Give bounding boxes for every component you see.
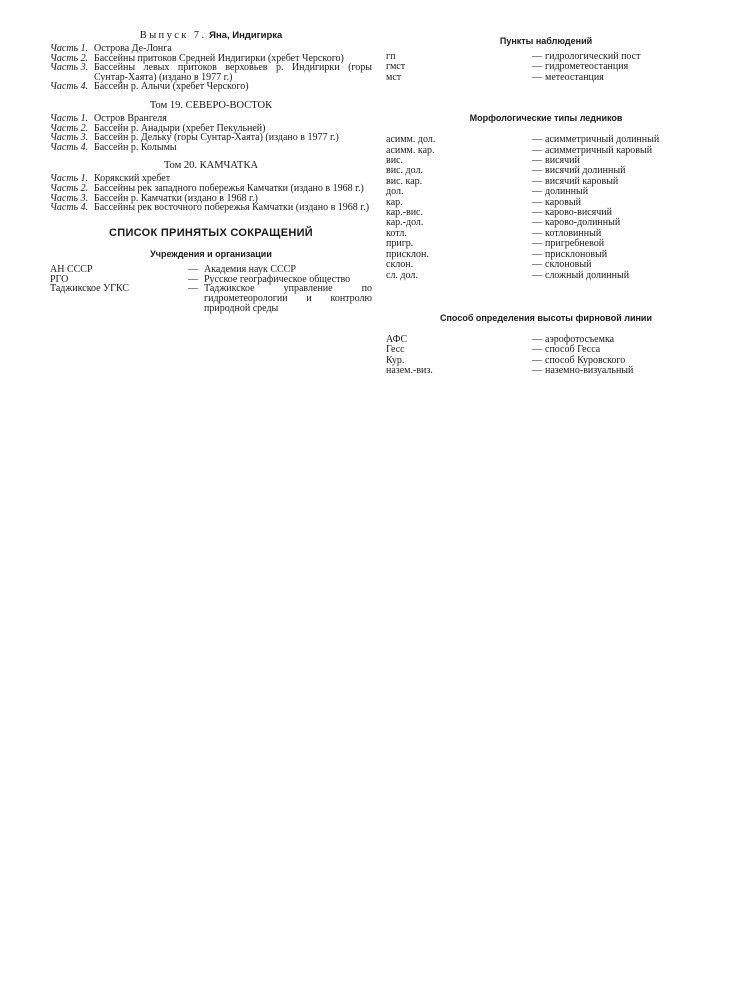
part-label: Часть 1. [50, 43, 89, 54]
dash: — [532, 196, 542, 208]
firn-line-method-subtitle: Способ определения высоты фирновой линии [440, 312, 652, 323]
part-item [50, 63, 372, 82]
part-text: Остров Врангеля [94, 112, 167, 124]
part-text: Бассейн р. Дельку (горы Сунтар-Хаята) (издано в 1977 г.) [94, 132, 339, 144]
dash: — [532, 71, 542, 83]
part-label: Часть 3. [50, 62, 89, 74]
abbr-definition: асимметричный долинный [545, 134, 660, 146]
abbr-definition: карово-висячий [545, 207, 612, 219]
part-label: Часть 1. [50, 112, 89, 124]
abbr-term: Кур. [386, 354, 405, 366]
abbr-definition: котловинный [545, 227, 602, 239]
abbr-term: асимм. кар. [386, 144, 435, 156]
table-row [386, 366, 706, 376]
organizations-subtitle: Учреждения и организации [150, 248, 272, 259]
abbreviations-title: СПИСОК ПРИНЯТЫХ СОКРАЩЕНИЙ [109, 226, 313, 239]
abbr-term: Таджикское УГКС [50, 283, 130, 295]
abbr-term: пригр. [386, 238, 414, 250]
table-row [386, 271, 706, 281]
abbr-term: АФС [386, 333, 408, 345]
abbr-term: гп [386, 51, 396, 62]
abbr-definition: асимметричный каровый [545, 144, 653, 156]
abbr-term: РГО [50, 273, 69, 285]
dash: — [188, 263, 198, 275]
dash: — [532, 175, 542, 187]
dash: — [188, 273, 198, 285]
organizations-table [50, 265, 372, 314]
volume-20-heading: Том 20. КАМЧАТКА [163, 160, 259, 172]
issue-prefix: Выпуск 7. [139, 30, 207, 41]
dash: — [532, 365, 542, 377]
abbr-term: кар. [386, 196, 403, 208]
volume-20-parts [50, 174, 372, 212]
glacier-types-table [386, 135, 706, 281]
abbr-definition: пригребневой [545, 238, 605, 250]
abbr-definition: висячий каровый [545, 175, 619, 187]
part-text: Бассейны рек западного побережья Камчатки (издано в 1968 г.) [94, 182, 364, 194]
issue-name: Яна, Индигирка [209, 30, 283, 41]
abbr-term: АН СССР [50, 263, 93, 275]
abbr-definition: аэрофотосъемка [545, 333, 615, 345]
abbr-definition: гидрологический пост [545, 51, 641, 62]
table-row [386, 260, 706, 270]
abbr-definition: Академия наук СССР [204, 263, 296, 275]
abbr-term: котл. [386, 227, 407, 239]
abbr-definition: гидрометеостанция [545, 61, 629, 73]
abbr-term: Гесс [386, 344, 405, 356]
abbr-definition: склоновый [545, 259, 592, 271]
part-text: Бассейн р. Камчатки (издано в 1968 г.) [94, 192, 258, 204]
part-text: Бассейн р. Колымы [94, 141, 177, 153]
dash: — [532, 227, 542, 239]
stations-table [386, 52, 706, 83]
part-label: Часть 3. [50, 132, 89, 144]
part-text: Корякский хребет [94, 173, 171, 185]
part-label: Часть 2. [50, 52, 89, 64]
volume-19-heading: Том 19. СЕВЕРО-ВОСТОК [149, 99, 273, 111]
dash: — [532, 354, 542, 366]
left-column [50, 30, 372, 314]
volume-19-parts [50, 114, 372, 152]
abbr-term: присклон. [386, 248, 429, 260]
part-label: Часть 1. [50, 173, 89, 185]
dash: — [532, 51, 542, 62]
abbr-definition: висячий долинный [545, 165, 626, 177]
abbr-definition: способ Гесса [545, 344, 601, 356]
abbr-definition: висячий [545, 155, 580, 167]
dash: — [532, 259, 542, 271]
part-label: Часть 4. [50, 202, 89, 214]
abbr-term: кар.-вис. [386, 207, 423, 219]
part-text: Бассейн р. Анадыри (хребет Пекульней) [94, 122, 266, 134]
abbr-definition: сложный долинный [545, 269, 630, 281]
part-item [50, 143, 372, 153]
part-label: Часть 4. [50, 141, 89, 153]
table-row [50, 284, 372, 313]
dash: — [532, 155, 542, 167]
dash: — [532, 269, 542, 281]
abbr-term: вис. дол. [386, 165, 423, 177]
abbr-term: вис. [386, 155, 404, 167]
dash: — [532, 61, 542, 73]
dash: — [532, 333, 542, 345]
abbr-definition: наземно-визуальный [545, 365, 634, 377]
abbr-definition: карово-долинный [545, 217, 621, 229]
abbr-term: асимм. дол. [386, 134, 436, 146]
dash: — [532, 144, 542, 156]
abbr-definition: способ Куровского [545, 354, 626, 366]
part-label: Часть 3. [50, 192, 89, 204]
abbr-term: кар.-дол. [386, 217, 424, 229]
abbr-term: гмст [386, 61, 406, 73]
firn-methods-table [386, 335, 706, 377]
dash: — [532, 248, 542, 260]
dash: — [532, 134, 542, 146]
abbr-definition: присклоновый [545, 248, 608, 260]
part-text: Бассейн р. Алычи (хребет Черского) [94, 81, 249, 93]
table-row [386, 73, 706, 83]
abbr-term: дол. [386, 186, 404, 198]
abbr-definition: метеостанция [545, 71, 604, 83]
abbr-term: мст [386, 71, 402, 83]
part-item [50, 203, 372, 213]
dash: — [188, 283, 198, 295]
part-text: Бассейны рек восточного побережья Камчатки (издано в 1968 г.) [94, 202, 370, 214]
issue-7-parts [50, 44, 372, 92]
abbr-definition: Таджикское управление по гидрометеорологии и контролю природной среды [204, 283, 372, 314]
dash: — [532, 238, 542, 250]
dash: — [532, 217, 542, 229]
part-text: Острова Де-Лонга [94, 43, 172, 54]
right-column [386, 30, 706, 377]
glacier-types-subtitle: Морфологические типы ледников [469, 113, 623, 124]
dash: — [532, 186, 542, 198]
dash: — [532, 344, 542, 356]
dash: — [532, 207, 542, 219]
abbr-term: сл. дол. [386, 269, 418, 281]
part-item [50, 82, 372, 92]
part-label: Часть 2. [50, 122, 89, 134]
dash: — [532, 165, 542, 177]
abbr-definition: долинный [545, 186, 589, 198]
issue-7-heading [50, 30, 372, 42]
abbr-term: вис. кар. [386, 175, 423, 187]
abbr-definition: каровый [545, 196, 581, 208]
part-text: Бассейны левых притоков верховьев р. Индигирки (горы Сунтар-Хаята) (издано в 1977 г.) [94, 62, 372, 83]
abbr-term: назем.-виз. [386, 365, 433, 377]
part-label: Часть 2. [50, 182, 89, 194]
abbr-term: склон. [386, 259, 414, 271]
part-text: Бассейны притоков Средней Индигирки (хребет Черского) [94, 52, 344, 64]
abbr-definition: Русское географическое общество [204, 273, 351, 285]
stations-subtitle: Пункты наблюдений [499, 36, 593, 46]
part-label: Часть 4. [50, 81, 89, 93]
